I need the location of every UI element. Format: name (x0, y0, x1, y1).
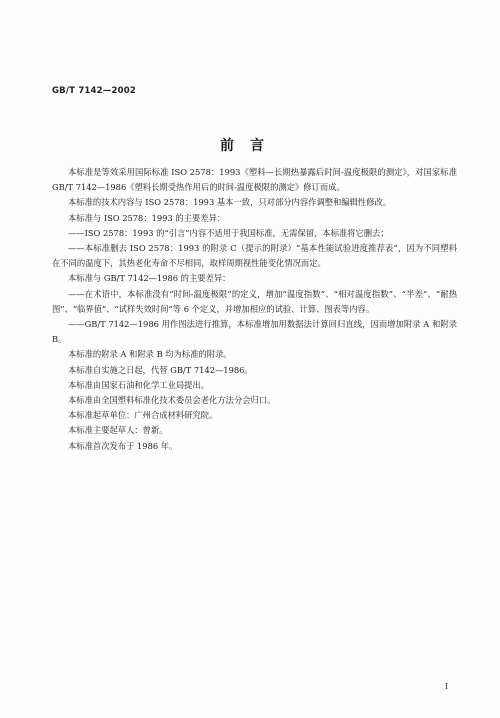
paragraph: 本标准首次发布于 1986 年。 (68, 440, 178, 451)
paragraph: 本标准由国家石油和化学工业局提出。 (68, 379, 210, 390)
page-number: I (445, 682, 449, 691)
paragraph: 本标准主要起草人：曾新。 (68, 425, 168, 436)
paragraph: ——GB/T 7142—1986 用作图法进行推算，本标准增加用数据法计算回归直线，因而增加附录 A 和附录 B。 (52, 319, 457, 345)
paragraph: ——在术语中，本标准没有“时间-温度极限”的定义，增加“温度指数”、“相对温度指数”、“半差”、“耐热图”、“临界值”、“试样失效时间”等 6 个定义，并增加相应的试验、计算、图表等内容。 (52, 288, 457, 314)
page-title: 前言 (220, 138, 280, 154)
paragraph: ——ISO 2578：1993 的“引言”内容不适用于我国标准，无需保留，本标准将它删去； (68, 227, 389, 238)
paragraph: 本标准起草单位：广州合成材料研究院。 (68, 410, 218, 421)
paragraph: 本标准与 ISO 2578：1993 的主要差异： (68, 212, 226, 223)
paragraph: 本标准的附录 A 和附录 B 均为标准的附录。 (68, 349, 232, 360)
paragraph: ——本标准删去 ISO 2578：1993 的附录 C（提示的附录）“基本性能试验进度推荐表”，因为不同塑料在不同的温度下，其热老化寿命不尽相同，取样周期视性能变化情况而定。 (52, 243, 457, 269)
paragraph: 本标准自实施之日起，代替 GB/T 7142—1986。 (68, 364, 253, 375)
foreword-body (52, 165, 457, 454)
paragraph: 本标准由全国塑料标准化技术委员会老化方法分会归口。 (68, 395, 276, 406)
paragraph: 本标准的技术内容与 ISO 2578：1993 基本一致，只对部分内容作调整和编辑性修改。 (68, 197, 392, 208)
paragraph: 本标准与 GB/T 7142—1986 的主要差异： (68, 273, 231, 284)
paragraph: 本标准是等效采用国际标准 ISO 2578：1993《塑料—长期热暴露后时间-温度极限的测定》，对国家标准 GB/T 7142—1986《塑料长期受热作用后的时间-温度极限的测定》修订而成。 (52, 167, 457, 193)
standard-code: GB/T 7142—2002 (52, 86, 136, 96)
